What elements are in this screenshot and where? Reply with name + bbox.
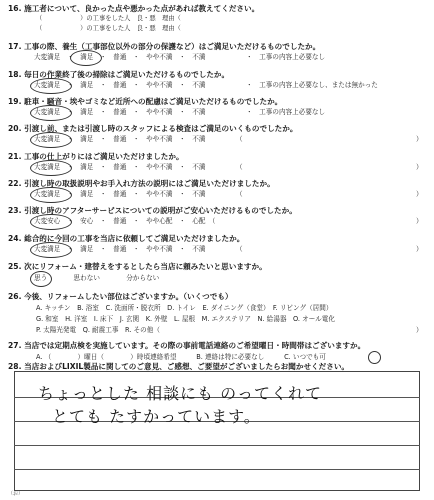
question-23: 23. 引渡し時のアフターサービスについての説明がご安心いただけるものでしたか。: [8, 206, 297, 215]
question-24: 24. 総合的に今回の工事を当店に依頼してご満足いただけましたか。: [8, 234, 245, 243]
q18-answer-circle: [30, 78, 72, 94]
q20-extra: （: [236, 135, 243, 143]
q22-extra: （: [236, 190, 243, 198]
question-27: 27. 当店では定期点検を実施しています。その際の事前電話連絡のご希望曜日・時間帯はございますか。: [8, 341, 366, 350]
q20-close-paren: ）: [416, 135, 423, 143]
q19-extra: ・ 工事の内容上必要なし: [246, 108, 326, 116]
q22-rating: 大変満足 ・ 満足 ・ 普通 ・ やや不満 ・ 不満: [34, 190, 206, 198]
q26-close-paren: ）: [416, 326, 423, 334]
q25-options: 思う 思わない 分からない: [34, 274, 160, 282]
q21-answer-circle: [30, 160, 72, 176]
question-25: 25. 次にリフォーム・建替えをするとしたら当店に頼みたいと思いますか。: [8, 262, 267, 271]
q23-close-paren: ）: [416, 217, 423, 225]
handwritten-comment-line-2: とても たすかっています。: [52, 407, 261, 426]
q18-rating: 大変満足 ・ 満足 ・ 普通 ・ やや不満 ・ 不満: [34, 81, 206, 89]
question-17: 17. 工事の際、養生（工事部位以外の部分の保護など）はご満足いただけるものでしたか。: [8, 42, 321, 51]
q20-answer-circle: [30, 132, 72, 148]
handwritten-comment-line-1: ちょっとした 相談にも のってくれて: [38, 384, 323, 403]
question-19: 19. 駐車・騒音・埃やゴミなど近所への配慮はご満足いただけるものでしたか。: [8, 97, 283, 106]
q27-answer-circle: [368, 351, 381, 364]
q26-options-row-1: A. キッチン B. 浴室 C. 洗面所・脱衣所 D. トイレ E. ダイニング（食堂） F. リビング（居間）: [36, 304, 333, 312]
q19-answer-circle: [30, 105, 72, 121]
question-18: 18. 毎日の作業終了後の掃除はご満足いただけるものでしたか。: [8, 70, 230, 79]
q26-options-row-3: P. 太陽光発電 Q. 耐震工事 R. その他（: [36, 326, 160, 334]
q22-close-paren: ）: [416, 190, 423, 198]
q16-line-1: （ ）の工事をした人 良・悪 理由（: [36, 15, 181, 22]
q22-answer-circle: [30, 187, 72, 203]
q23-answer-circle: [30, 214, 72, 230]
q24-extra: （: [236, 245, 243, 253]
q20-rating: 大変満足 ・ 満足 ・ 普通 ・ やや不満 ・ 不満: [34, 135, 206, 143]
question-20: 20. 引渡し前、または引渡し時のスタッフによる検査はご満足のいくものでしたか。: [8, 124, 298, 133]
q21-rating: 大変満足 ・ 満足 ・ 普通 ・ やや不満 ・ 不満: [34, 163, 206, 171]
q21-extra: （: [236, 163, 243, 171]
q27-options: A. （ ）曜日（ ）時頃連絡希望 B. 連絡は特に必要なし C. いつでも可: [36, 353, 326, 361]
q26-options-row-2: G. 和室 H. 洋室 I. 床下 J. 玄関 K. 外壁 L. 屋根 M. エクステリア N. 給湯器 O. オール電化: [36, 315, 335, 323]
q17-extra: ・ 工事の内容上必要なし: [246, 53, 326, 61]
comment-rule-4: [14, 469, 420, 470]
q24-close-paren: ）: [416, 245, 423, 253]
question-16: 16. 施工者について、良かった点や悪かった点があれば教えてください。: [8, 4, 260, 13]
corner-mark: （お）: [8, 491, 24, 497]
question-26: 26. 今後、リフォームしたい部位はございますか。（いくつでも）: [8, 292, 233, 301]
q17-rating: 大変満足 ・ 満足 ・ 普通 ・ やや不満 ・ 不満: [34, 53, 206, 61]
q23-rating: 大変安心 ・ 安心 ・ 普通 ・ やや心配 ・ 心配 （: [34, 217, 216, 225]
q17-answer-circle: [70, 50, 102, 66]
q25-answer-circle: [30, 271, 52, 287]
q18-extra: ・ 工事の内容上必要なし、または無かった: [246, 81, 378, 89]
q16-line-2: （ ）の工事をした人 良・悪 理由（: [36, 25, 181, 32]
q24-rating: 大変満足 ・ 満足 ・ 普通 ・ やや不満 ・ 不満: [34, 245, 206, 253]
q24-answer-circle: [30, 242, 72, 258]
question-22: 22. 引渡し時の取扱説明やお手入れ方法の説明にはご満足いただけましたか。: [8, 179, 275, 188]
q21-close-paren: ）: [416, 163, 423, 171]
question-28: 28. 当店およびLIXIL製品に関してのご意見、ご感想、ご要望がございましたらお聞かせください。: [8, 362, 350, 371]
comment-rule-3: [14, 445, 420, 446]
question-21: 21. 工事の仕上がりにはご満足いただけましたか。: [8, 152, 184, 161]
q19-rating: 大変満足 ・ 満足 ・ 普通 ・ やや不満 ・ 不満: [34, 108, 206, 116]
